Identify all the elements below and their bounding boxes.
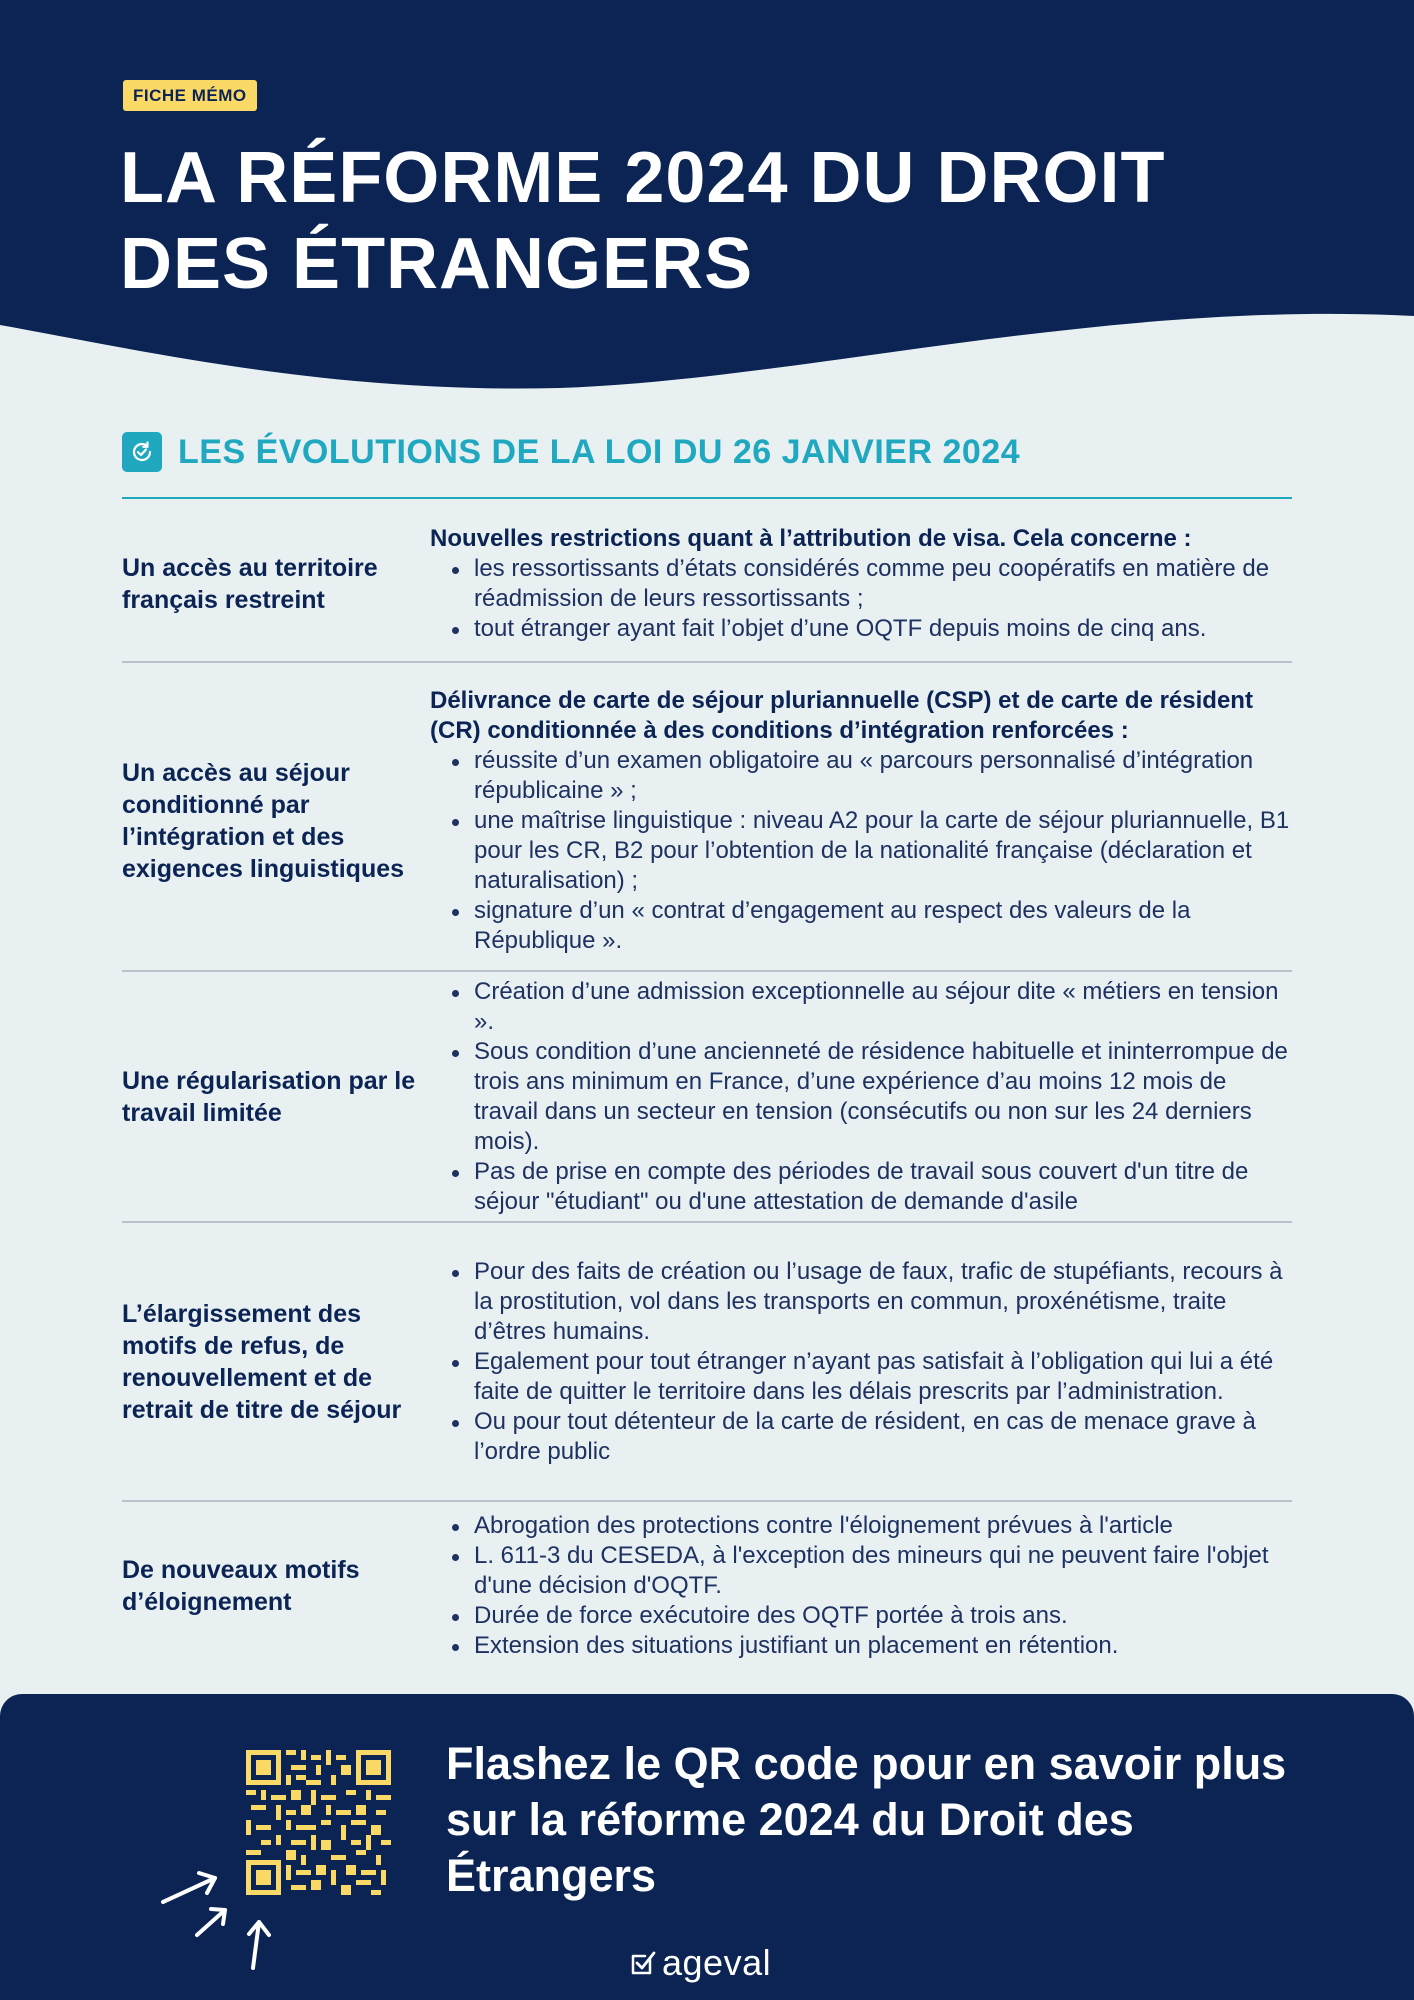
page-title-line-2: DES ÉTRANGERS [120,224,754,304]
bullet-list [430,977,1292,1217]
pointing-arrows-icon [155,1860,285,1975]
row-content [430,1502,1292,1670]
refresh-check-icon [122,432,162,472]
row-label: Une régularisation par le travail limitée [122,1066,416,1127]
bullet-list [430,746,1292,956]
list-item: Durée de force exécutoire des OQTF portée à trois ans. [430,1601,1292,1631]
section-title: LES ÉVOLUTIONS DE LA LOI DU 26 JANVIER 2024 [178,432,1021,471]
row-label: L’élargissement des motifs de refus, de renouvellement et de retrait de titre de séjour [122,1299,402,1424]
list-item: Egalement pour tout étranger n’ayant pas satisfait à l’obligation qui lui a été faite de quitter le territoire dans les délais prescrits par l’administration. [430,1347,1292,1407]
table-row [122,1223,1292,1502]
brand-name: ageval [662,1942,772,1983]
check-icon [630,1949,656,1977]
bullet-list [430,554,1292,644]
brand-logo [630,1942,771,1984]
list-item: Pas de prise en compte des périodes de travail sous couvert d'un titre de séjour "étudiant" ou d'une attestation de demande d'asile [430,1157,1292,1217]
list-item: Abrogation des protections contre l'éloignement prévues à l'article [430,1511,1292,1541]
row-content [430,1223,1292,1500]
row-label: Un accès au territoire français restreint [122,554,378,614]
bullet-list [430,1511,1292,1661]
list-item: Création d’une admission exceptionnelle au séjour dite « métiers en tension ». [430,977,1292,1037]
table-row [122,1502,1292,1670]
row-label: De nouveaux motifs d’éloignement [122,1556,360,1616]
list-item: réussite d’un examen obligatoire au « parcours personnalisé d’intégration républicaine » ; [430,746,1292,806]
bullet-list [430,1257,1292,1467]
list-item: Pour des faits de création ou l’usage de faux, trafic de stupéfiants, recours à la prostitution, vol dans les transports en commun, proxénétisme, traite d’êtres humains. [430,1257,1292,1347]
list-item: signature d’un « contrat d’engagement au respect des valeurs de la République ». [430,896,1292,956]
list-item: L. 611-3 du CESEDA, à l'exception des mineurs qui ne peuvent faire l'objet d'une décision d'OQTF. [430,1541,1292,1601]
table-row [122,671,1292,972]
section-divider [122,497,1292,499]
page-title [120,135,1320,307]
row-content [430,972,1292,1221]
row-content [430,507,1292,661]
list-item: Sous condition d’une ancienneté de résidence habituelle et ininterrompue de trois ans minimum en France, d’une expérience d’au moins 12 mois de travail dans un secteur en tension (consécutifs ou non sur les 24 derniers mois). [430,1037,1292,1157]
row-intro: Nouvelles restrictions quant à l’attribution de visa. Cela concerne : [430,525,1192,552]
section-heading [122,432,1292,472]
list-item: tout étranger ayant fait l’objet d’une OQTF depuis moins de cinq ans. [430,614,1292,644]
table-row [122,972,1292,1223]
list-item: Ou pour tout détenteur de la carte de résident, en cas de menace grave à l’ordre public [430,1407,1292,1467]
table-row [122,507,1292,663]
fiche-memo-badge: FICHE MÉMO [123,80,257,111]
row-intro: Délivrance de carte de séjour pluriannuelle (CSP) et de carte de résident (CR) conditionnée à des conditions d’intégration renforcées : [430,686,1253,744]
list-item: Extension des situations justifiant un placement en rétention. [430,1631,1292,1661]
row-label: Un accès au séjour conditionné par l’intégration et des exigences linguistiques [122,758,405,883]
list-item: une maîtrise linguistique : niveau A2 pour la carte de séjour pluriannuelle, B1 pour les CR, B2 pour l’obtention de la nationalité française (déclaration et naturalisation) ; [430,806,1292,896]
page-title-line-1: LA RÉFORME 2024 DU DROIT [120,138,1166,218]
row-content [430,671,1292,970]
qr-call-to-action: Flashez le QR code pour en savoir plus sur la réforme 2024 du Droit des Étrangers [446,1738,1287,1901]
list-item: les ressortissants d’états considérés comme peu coopératifs en matière de réadmission de leurs ressortissants ; [430,554,1292,614]
